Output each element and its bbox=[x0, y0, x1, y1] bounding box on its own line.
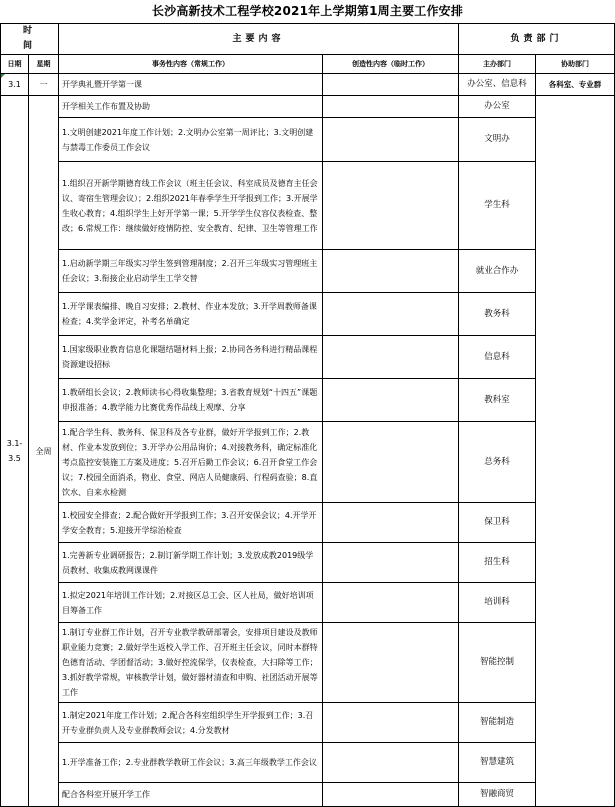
task-cell: 1.教研组长会议；2.教师读书心得收集整理；3.省教育规划“十四五”课题申报准备；4.教学能力比赛优秀作品线上观摩、分享 bbox=[59, 379, 323, 422]
table-row bbox=[1, 162, 615, 250]
creative-cell bbox=[323, 96, 459, 118]
task-cell: 1.开学课表编排、晚自习安排；2.教材、作业本发放；3.开学周教师备课检查；4.奖学金评定，补考名单确定 bbox=[59, 293, 323, 336]
header-routine: 事务性内容（常规工作） bbox=[59, 55, 323, 74]
table-row bbox=[1, 543, 615, 583]
header-main-content: 主要内容 bbox=[59, 24, 459, 55]
task-cell: 1.国家级职业教育信息化课题结题材料上报；2.协同各务科进行精品课程资源建设招标 bbox=[59, 336, 323, 379]
task-cell: 1.制订专业群工作计划，召开专业教学教研部署会，安排项目建设及教师职业能力竞赛；2.做好学生返校入学工作、召开班主任会议，同时本群特色德育活动、学团督活动；3.做好控流保学，仪表检查，大扫除等工作；3.抓好教学常规，审核教学计划，做好器材清查和申购、社团活动开展等工作 bbox=[59, 623, 323, 703]
table-row bbox=[1, 96, 615, 118]
schedule-table bbox=[0, 23, 615, 807]
creative-cell bbox=[323, 118, 459, 162]
table-row bbox=[1, 623, 615, 703]
header-time: 时 间 bbox=[1, 24, 59, 55]
table-row bbox=[1, 250, 615, 293]
creative-cell bbox=[323, 703, 459, 743]
creative-cell bbox=[323, 293, 459, 336]
table-row bbox=[1, 118, 615, 162]
task-cell: 配合各科室开展开学工作 bbox=[59, 783, 323, 807]
header-date: 日期 bbox=[1, 55, 29, 74]
header-lead-dept: 主办部门 bbox=[459, 55, 536, 74]
table-row bbox=[1, 379, 615, 422]
header-creative: 创造性内容（临时工作） bbox=[323, 55, 459, 74]
task-cell: 1.完善新专业调研报告；2.制订新学期工作计划；3.发放成教2019级学员教材、收集成教网课课件 bbox=[59, 543, 323, 583]
lead-dept-cell: 智能制造 bbox=[459, 703, 536, 743]
header-row-2 bbox=[1, 55, 615, 74]
lead-dept-cell: 智能控制 bbox=[459, 623, 536, 703]
table-row bbox=[1, 74, 615, 96]
lead-dept-cell: 办公室 bbox=[459, 96, 536, 118]
lead-dept-cell: 文明办 bbox=[459, 118, 536, 162]
weekday-cell: 一 bbox=[29, 74, 59, 96]
date-range-cell: 3.1-3.5 bbox=[1, 96, 29, 807]
page-title: 长沙高新技术工程学校2021年上学期第1周主要工作安排 bbox=[151, 4, 464, 18]
table-row bbox=[1, 336, 615, 379]
creative-cell bbox=[323, 74, 459, 96]
header-responsible: 负责部门 bbox=[459, 24, 615, 55]
task-cell: 1.文明创建2021年度工作计划；2.文明办公室第一周评比；3.文明创建与禁毒工作委员工作会议 bbox=[59, 118, 323, 162]
task-cell: 1.校园安全排查；2.配合做好开学报到工作；3.召开安保会议；4.开学开学安全教育；5.迎接开学综治检查 bbox=[59, 503, 323, 543]
task-cell: 1.组织召开新学期德育线工作会议（班主任会议、科室成员及德育主任会议、寄宿生管理会议）；2.组织2021年春季学生开学报到工作；3.开展学生收心教育；4.组织学生上好开学第一课；5.开学学生仪容仪表检查、整改；6.常规工作：继续做好疫情防控、安全教育、纪律、卫生等管理工作 bbox=[59, 162, 323, 250]
task-cell: 1.拟定2021年培训工作计划；2.对接区总工会、区人社局，做好培训项目筹备工作 bbox=[59, 583, 323, 623]
co-dept-cell: 各科室、专业群 bbox=[536, 74, 615, 96]
lead-dept-cell: 招生科 bbox=[459, 543, 536, 583]
creative-cell bbox=[323, 379, 459, 422]
lead-dept-cell: 学生科 bbox=[459, 162, 536, 250]
table-row bbox=[1, 583, 615, 623]
task-cell: 1.开学准备工作；2.专业群教学教研工作会议；3.高三年级教学工作会议 bbox=[59, 743, 323, 783]
lead-dept-cell: 就业合作办 bbox=[459, 250, 536, 293]
table-row bbox=[1, 743, 615, 783]
lead-dept-cell: 智慧建筑 bbox=[459, 743, 536, 783]
table-row bbox=[1, 783, 615, 807]
header-weekday: 星期 bbox=[29, 55, 59, 74]
lead-dept-cell: 教科室 bbox=[459, 379, 536, 422]
table-row bbox=[1, 503, 615, 543]
creative-cell bbox=[323, 543, 459, 583]
date-cell: 3.1 bbox=[1, 74, 29, 96]
creative-cell bbox=[323, 783, 459, 807]
lead-dept-cell: 智融商贸 bbox=[459, 783, 536, 807]
creative-cell bbox=[323, 503, 459, 543]
header-row-1 bbox=[1, 24, 615, 55]
task-cell: 1.制定2021年度工作计划；2.配合各科室组织学生开学报到工作；3.召开专业群负责人及专业群教师会议；4.分发教材 bbox=[59, 703, 323, 743]
weekday-range-cell: 全周 bbox=[29, 96, 59, 807]
creative-cell bbox=[323, 623, 459, 703]
task-cell: 1.启动新学期三年级实习学生签到管理制度；2.召开三年级实习管理班主任会议；3.衔接企业启动学生工学交替 bbox=[59, 250, 323, 293]
creative-cell bbox=[323, 162, 459, 250]
task-cell: 开学相关工作布置及协助 bbox=[59, 96, 323, 118]
lead-dept-cell: 总务科 bbox=[459, 422, 536, 503]
header-co-dept: 协助部门 bbox=[536, 55, 615, 74]
table-row bbox=[1, 703, 615, 743]
creative-cell bbox=[323, 743, 459, 783]
comment-marker-icon bbox=[1, 74, 5, 78]
task-cell: 1.配合学生科、教务科、保卫科及各专业群，做好开学报到工作；2.教材、作业本发放到位；3.开学办公用品询价；4.对接教务科，确定标准化考点监控安装施工方案及进度；5.召开后勤工作会议；6.召开食堂工作会议；7.校园全面消杀，物业、食堂、网店人员健康码、行程码查验；8.直饮水、自来水检测 bbox=[59, 422, 323, 503]
creative-cell bbox=[323, 250, 459, 293]
lead-dept-cell: 培训科 bbox=[459, 583, 536, 623]
lead-dept-cell: 教务科 bbox=[459, 293, 536, 336]
creative-cell bbox=[323, 422, 459, 503]
creative-cell bbox=[323, 583, 459, 623]
co-dept-merged-cell bbox=[536, 96, 615, 807]
task-cell: 开学典礼暨开学第一课 bbox=[59, 74, 323, 96]
table-row bbox=[1, 293, 615, 336]
lead-dept-cell: 信息科 bbox=[459, 336, 536, 379]
table-row bbox=[1, 422, 615, 503]
lead-dept-cell: 办公室、信息科 bbox=[459, 74, 536, 96]
lead-dept-cell: 保卫科 bbox=[459, 503, 536, 543]
creative-cell bbox=[323, 336, 459, 379]
